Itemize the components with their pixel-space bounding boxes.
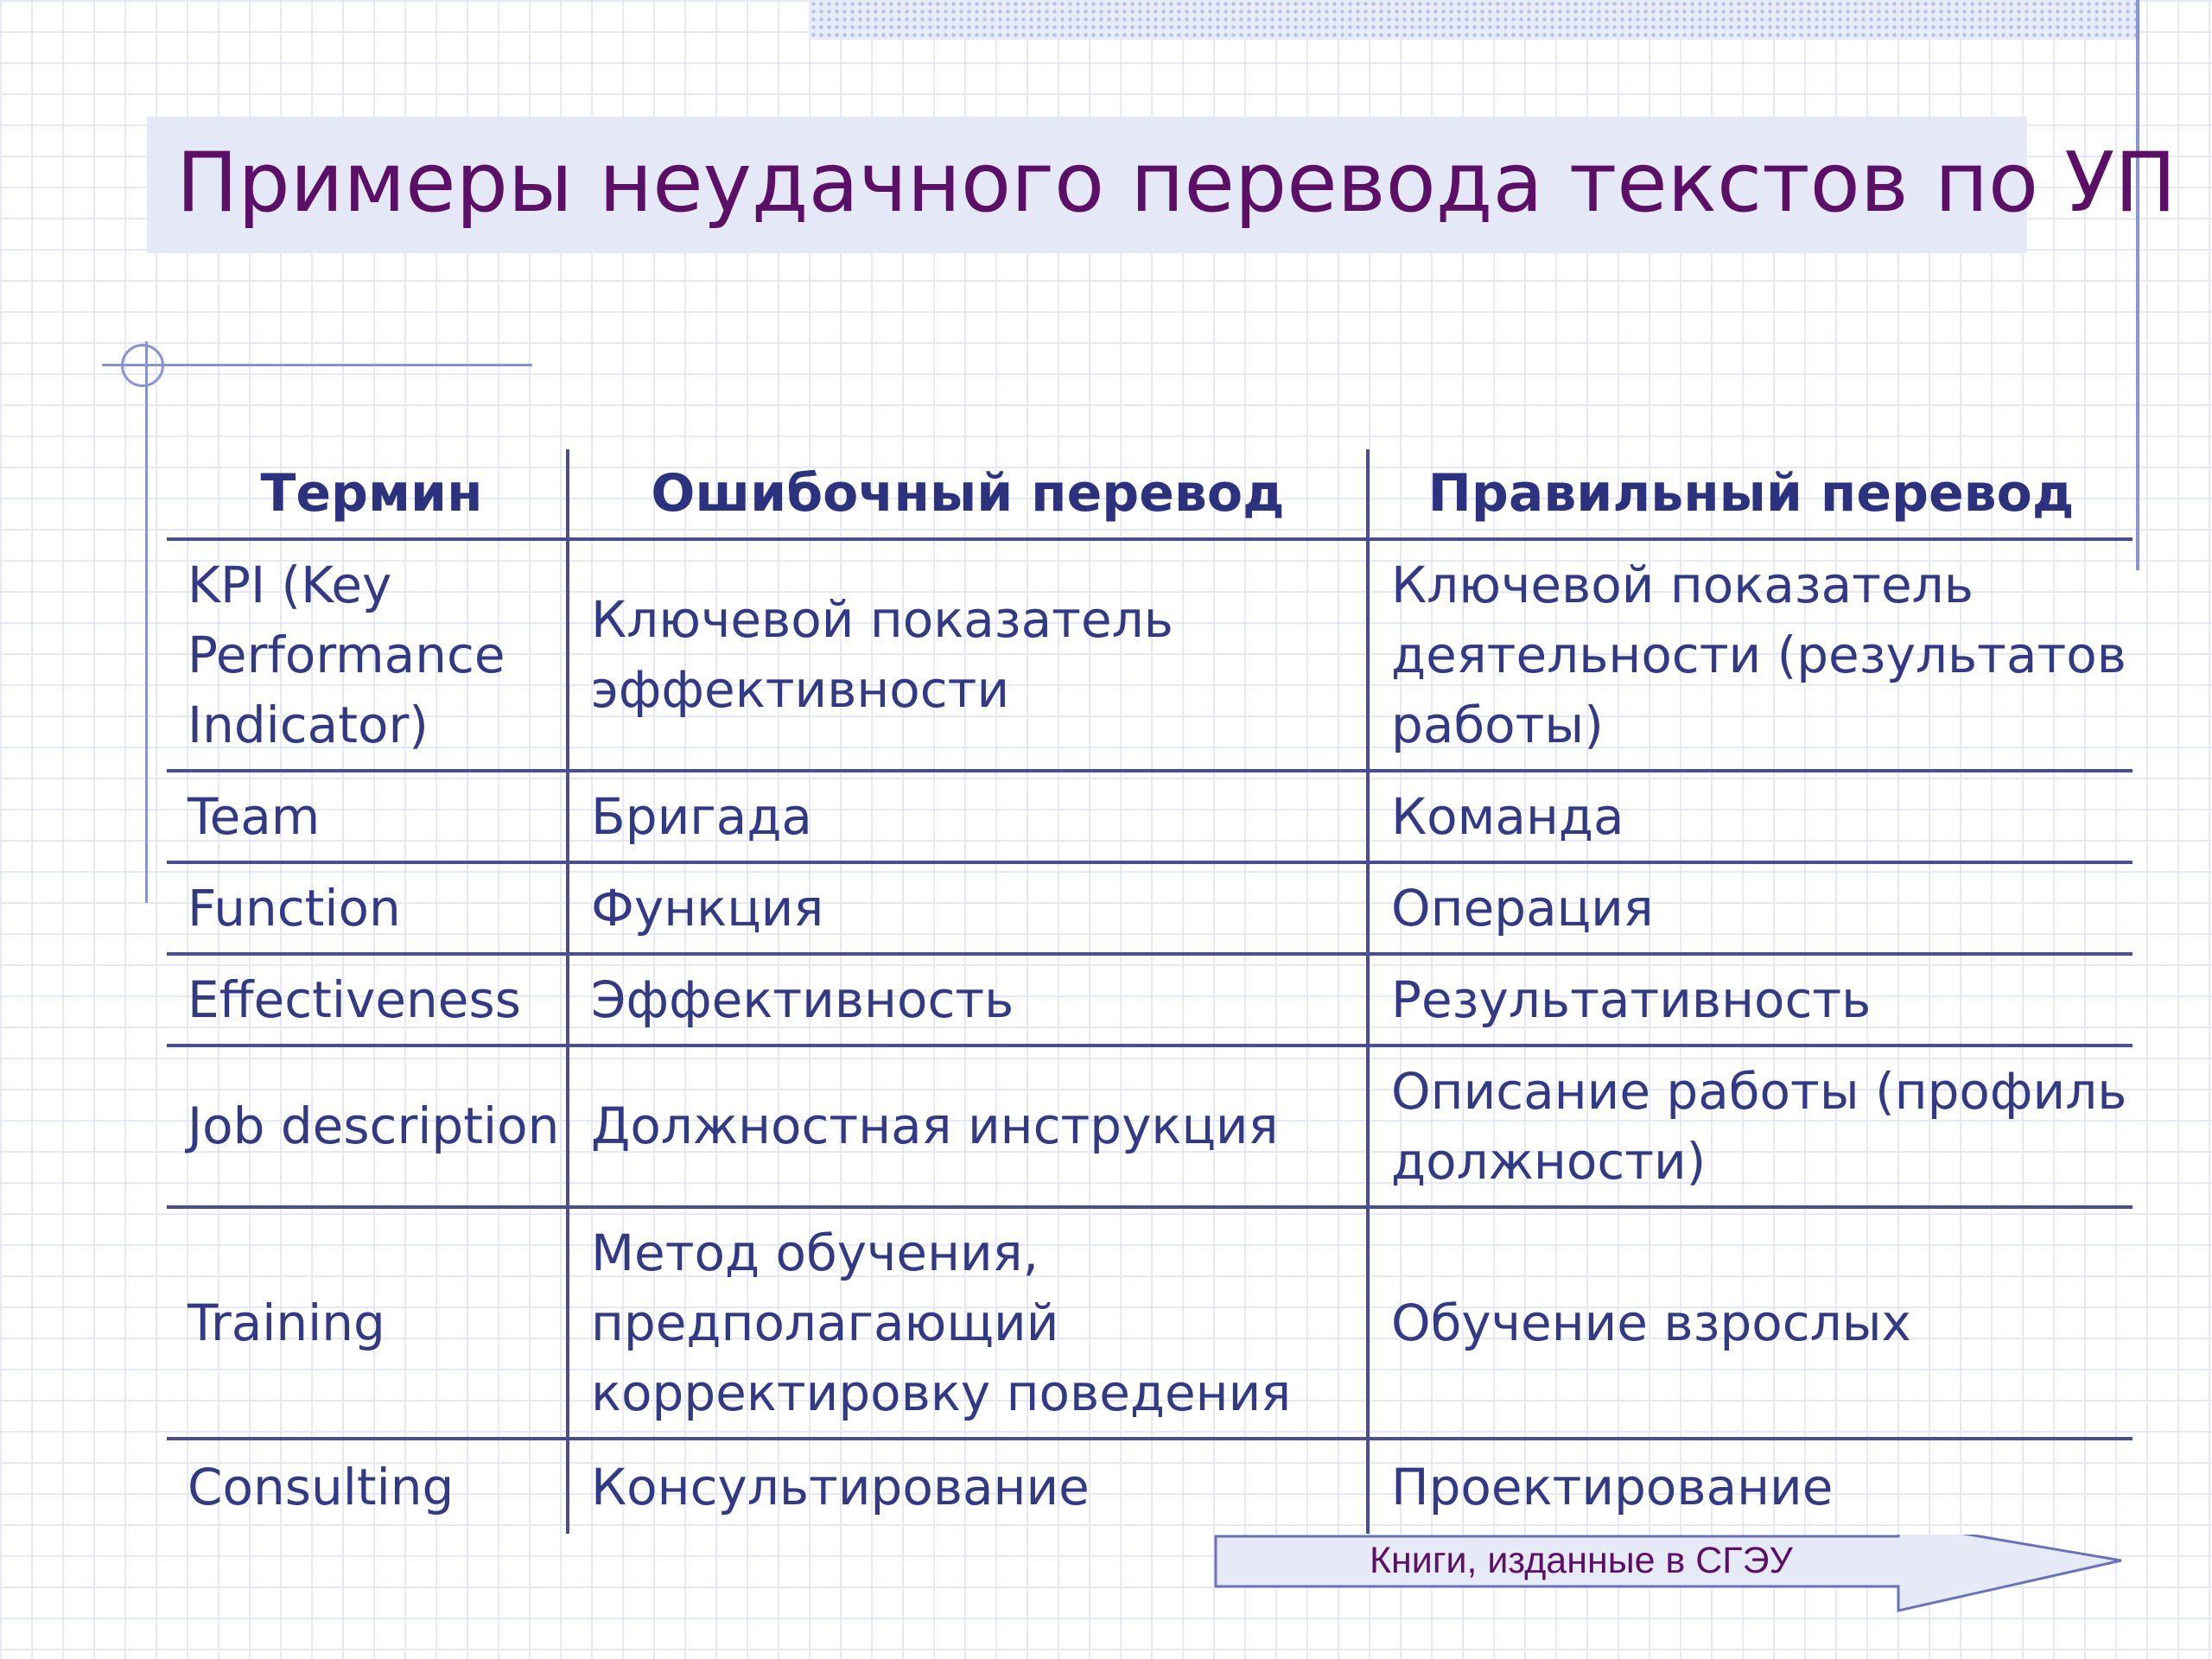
header-term: Термин <box>167 449 568 539</box>
title-box <box>147 117 2177 253</box>
wrong-translation-cell: Ключевой показатель эффективности <box>568 539 1368 771</box>
slide-title: Примеры неудачного перевода текстов по УП <box>176 136 2177 231</box>
table-header-row <box>167 449 2133 539</box>
wrong-translation-cell: Должностная инструкция <box>568 1046 1368 1207</box>
term-cell: Team <box>167 771 568 862</box>
top-decorative-band <box>810 0 2140 40</box>
decorative-horizontal-line <box>102 364 532 366</box>
wrong-translation-cell: Консультирование <box>568 1439 1368 1534</box>
wrong-translation-cell: Эффективность <box>568 954 1368 1046</box>
decorative-crosshair-circle <box>121 344 164 387</box>
table-row <box>167 862 2133 954</box>
translation-table <box>167 449 2133 1534</box>
decorative-vertical-line <box>145 341 148 903</box>
table-row <box>167 1046 2133 1207</box>
table-row <box>167 1439 2133 1534</box>
correct-translation-cell: Результативность <box>1368 954 2133 1046</box>
correct-translation-cell: Обучение взрослых <box>1368 1207 2133 1439</box>
right-decorative-rule <box>2136 0 2139 570</box>
term-cell: Job description <box>167 1046 568 1207</box>
correct-translation-cell: Описание работы (профиль должности) <box>1368 1046 2133 1207</box>
correct-translation-cell: Проектирование <box>1391 1457 1834 1516</box>
term-cell: Training <box>167 1207 568 1439</box>
table-row <box>167 539 2133 771</box>
table-row <box>167 771 2133 862</box>
table-row <box>167 1207 2133 1439</box>
header-correct-translation: Правильный перевод <box>1368 449 2133 539</box>
term-cell: Consulting <box>167 1439 568 1534</box>
term-cell: Function <box>167 862 568 954</box>
correct-translation-cell: Ключевой показатель деятельности (результатов работы) <box>1368 539 2133 771</box>
term-cell: Effectiveness <box>167 954 568 1046</box>
wrong-translation-cell: Бригада <box>568 771 1368 862</box>
correct-translation-cell: Операция <box>1368 862 2133 954</box>
wrong-translation-cell: Функция <box>568 862 1368 954</box>
term-cell: KPI (Key Performance Indicator) <box>167 539 568 771</box>
wrong-translation-cell: Метод обучения, предполагающий корректировку поведения <box>568 1207 1368 1439</box>
books-link-arrow[interactable] <box>1214 1535 2128 1614</box>
header-wrong-translation: Ошибочный перевод <box>568 449 1368 539</box>
table-row <box>167 954 2133 1046</box>
correct-translation-cell: Команда <box>1368 771 2133 862</box>
books-link-label: Книги, изданные в СГЭУ <box>1370 1540 1793 1581</box>
